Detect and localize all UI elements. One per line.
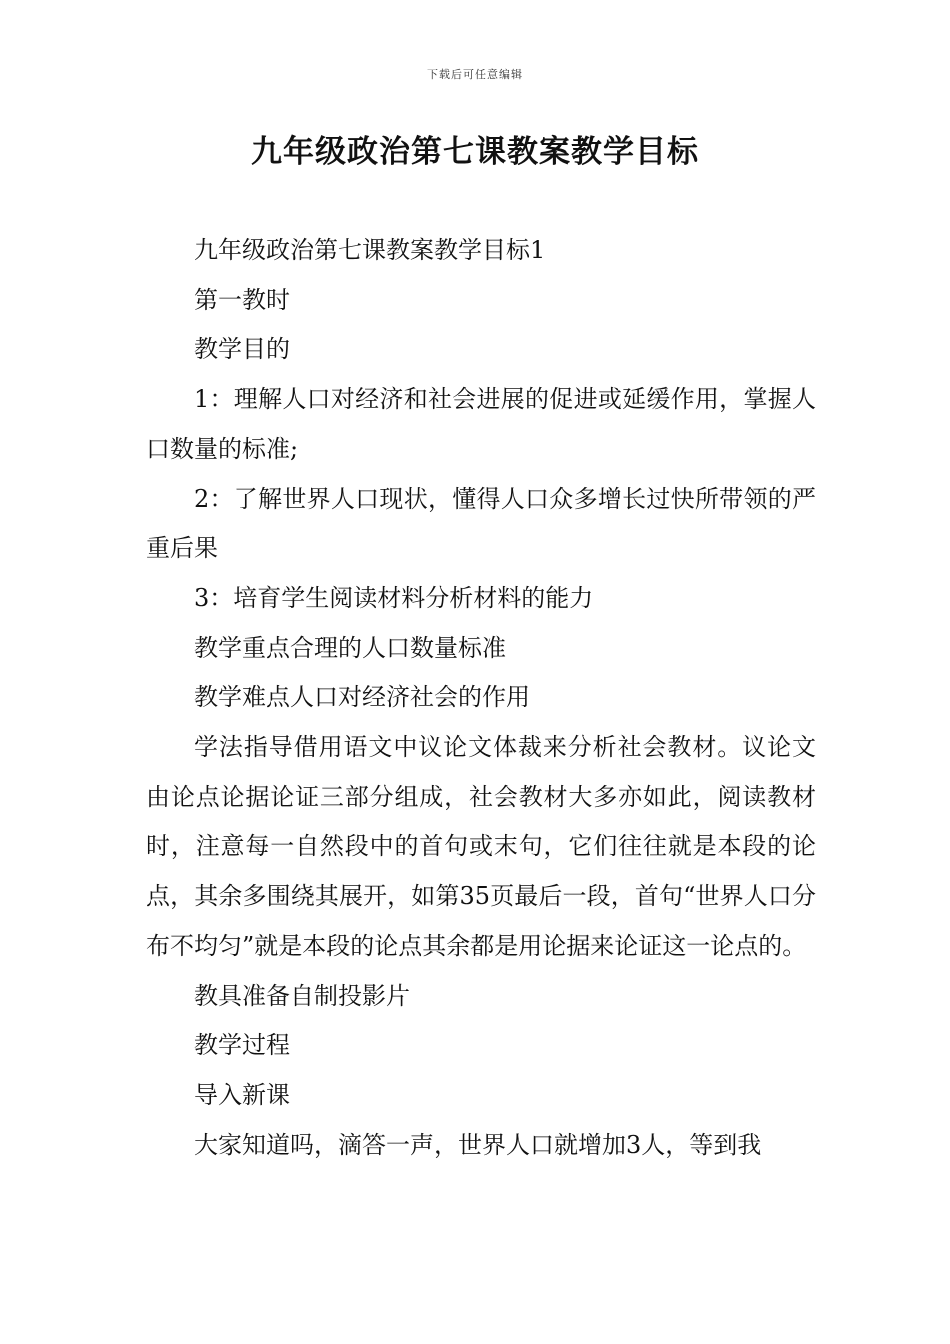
paragraph-introduction-heading: 导入新课 bbox=[194, 1080, 290, 1109]
paragraph-method-guidance: 学法指导借用语文中议论文体裁来分析社会教材。议论文由论点论据论证三部分组成，社会教材大多亦如此，阅读教材时，注意每一自然段中的首句或末句，它们往往就是本段的论点，其余多围绕其展开，如第35页最后一段，首句“世界人口分布不均匀”就是本段的论点其余都是用论据来论证这一论点的。 bbox=[146, 733, 816, 960]
paragraph-objective-3: 3：培育学生阅读材料分析材料的能力 bbox=[194, 583, 594, 612]
paragraph-subtitle: 九年级政治第七课教案教学目标1 bbox=[194, 236, 546, 264]
paragraph-objective-2: 2：了解世界人口现状，懂得人口众多增长过快所带领的严重后果 bbox=[146, 484, 816, 563]
document-body bbox=[146, 226, 816, 1170]
header-note: 下载后可任意编辑 bbox=[427, 68, 523, 81]
paragraph-introduction-text: 大家知道吗，滴答一声，世界人口就增加3人，等到我 bbox=[194, 1130, 762, 1159]
paragraph-difficulty: 教学难点人口对经济社会的作用 bbox=[194, 683, 530, 712]
paragraph-key-point: 教学重点合理的人口数量标准 bbox=[194, 633, 506, 662]
paragraph-objectives-heading: 教学目的 bbox=[194, 335, 290, 364]
paragraph-process-heading: 教学过程 bbox=[194, 1031, 290, 1060]
document-title: 九年级政治第七课教案教学目标 bbox=[251, 134, 699, 170]
paragraph-objective-1: 1：理解人口对经济和社会进展的促进或延缓作用，掌握人口数量的标准; bbox=[146, 385, 816, 463]
paragraph-session: 第一教时 bbox=[194, 285, 290, 314]
paragraph-teaching-aids: 教具准备自制投影片 bbox=[194, 981, 410, 1010]
